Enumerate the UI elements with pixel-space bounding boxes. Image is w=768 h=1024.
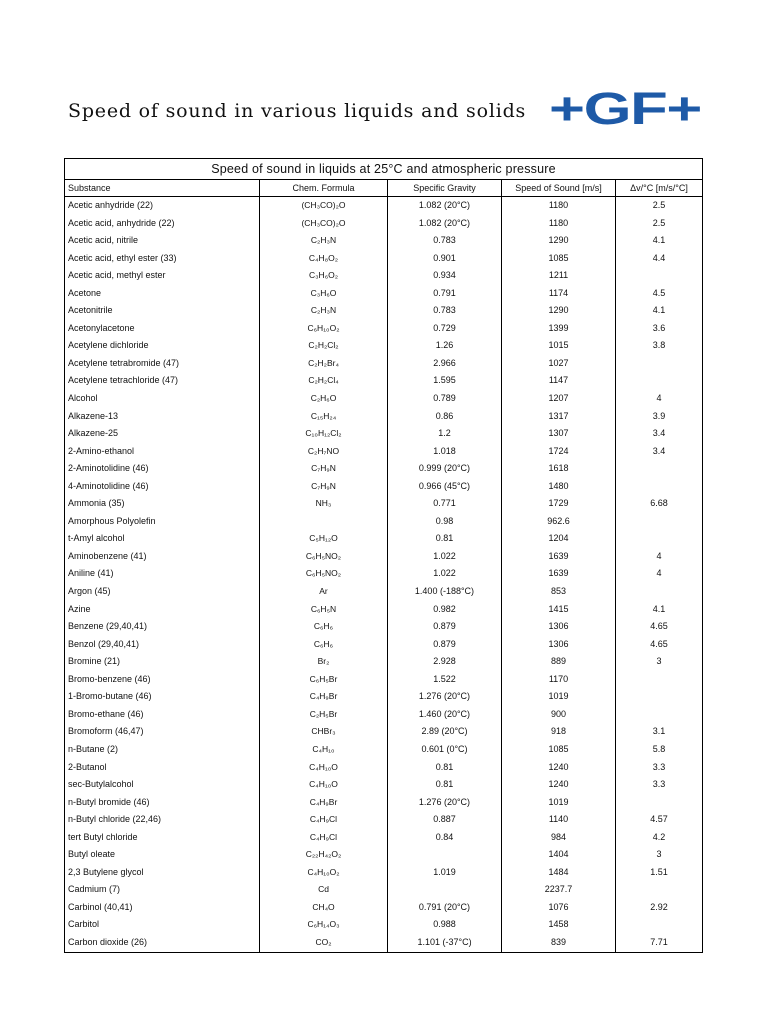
cell-speed: 1027 bbox=[502, 355, 616, 373]
header-chem-formula: Chem. Formula bbox=[260, 180, 388, 196]
cell-substance: Cadmium (7) bbox=[65, 881, 260, 899]
cell-speed: 853 bbox=[502, 583, 616, 601]
cell-specific-gravity: 2.89 (20°C) bbox=[388, 723, 502, 741]
table-row bbox=[65, 618, 702, 636]
cell-delta-v: 6.68 bbox=[650, 498, 668, 509]
cell-speed: 1729 bbox=[502, 495, 616, 513]
cell-specific-gravity: 1.082 (20°C) bbox=[388, 215, 502, 233]
table-row bbox=[65, 741, 702, 759]
cell-specific-gravity: 0.879 bbox=[388, 618, 502, 636]
cell-specific-gravity: 1.101 (-37°C) bbox=[388, 934, 502, 952]
cell-speed: 1211 bbox=[502, 267, 616, 285]
cell-delta-v: 5.8 bbox=[652, 743, 666, 754]
cell-formula: C₂H₃N bbox=[260, 232, 388, 250]
cell-speed: 839 bbox=[502, 934, 616, 952]
cell-formula: C₃H₆O₂ bbox=[260, 267, 388, 285]
cell-delta-v bbox=[616, 460, 702, 478]
cell-delta-v bbox=[616, 513, 702, 531]
cell-delta-v bbox=[616, 794, 702, 812]
cell-speed: 1480 bbox=[502, 478, 616, 496]
cell-formula: C₄H₉Cl bbox=[260, 811, 388, 829]
cell-delta-v: 3.9 bbox=[652, 410, 666, 421]
cell-delta-v: 4.1 bbox=[652, 603, 666, 614]
cell-delta-v: 2.92 bbox=[650, 901, 668, 912]
cell-speed: 1307 bbox=[502, 425, 616, 443]
cell-delta-v: 4.1 bbox=[652, 305, 666, 316]
cell-specific-gravity: 0.81 bbox=[388, 776, 502, 794]
speed-of-sound-table bbox=[64, 158, 703, 953]
cell-specific-gravity: 1.276 (20°C) bbox=[388, 794, 502, 812]
cell-substance: Acetic acid, ethyl ester (33) bbox=[65, 250, 260, 268]
cell-speed: 2237.7 bbox=[502, 881, 616, 899]
cell-delta-v bbox=[616, 372, 702, 390]
cell-delta-v bbox=[616, 267, 702, 285]
table-row bbox=[65, 408, 702, 426]
cell-delta-v bbox=[616, 583, 702, 601]
table-row bbox=[65, 688, 702, 706]
cell-delta-v: 4.57 bbox=[650, 814, 668, 825]
cell-substance: 1-Bromo-butane (46) bbox=[65, 688, 260, 706]
cell-formula: C₇H₉N bbox=[260, 460, 388, 478]
cell-specific-gravity: 0.982 bbox=[388, 601, 502, 619]
table-body bbox=[65, 197, 702, 952]
cell-delta-v bbox=[616, 478, 702, 496]
cell-specific-gravity: 0.791 bbox=[388, 285, 502, 303]
cell-delta-v: 4 bbox=[656, 568, 662, 579]
cell-speed: 1204 bbox=[502, 530, 616, 548]
cell-delta-v bbox=[616, 916, 702, 934]
cell-substance: Acetylene tetrabromide (47) bbox=[65, 355, 260, 373]
cell-speed: 1290 bbox=[502, 302, 616, 320]
cell-substance: Benzene (29,40,41) bbox=[65, 618, 260, 636]
cell-delta-v: 4.1 bbox=[652, 235, 666, 246]
cell-speed: 1207 bbox=[502, 390, 616, 408]
cell-specific-gravity: 0.81 bbox=[388, 759, 502, 777]
cell-specific-gravity: 1.022 bbox=[388, 548, 502, 566]
cell-substance: Ammonia (35) bbox=[65, 495, 260, 513]
cell-substance: Argon (45) bbox=[65, 583, 260, 601]
table-row bbox=[65, 250, 702, 268]
cell-formula: C₁₀H₁₂Cl₂ bbox=[260, 425, 388, 443]
table-row bbox=[65, 759, 702, 777]
cell-specific-gravity: 0.966 (45°C) bbox=[388, 478, 502, 496]
table-row bbox=[65, 934, 702, 952]
table-row bbox=[65, 601, 702, 619]
cell-formula: C₆H₅N bbox=[260, 601, 388, 619]
cell-substance: Acetylene tetrachloride (47) bbox=[65, 372, 260, 390]
cell-substance: Acetonitrile bbox=[65, 302, 260, 320]
table-row bbox=[65, 723, 702, 741]
cell-specific-gravity: 1.018 bbox=[388, 443, 502, 461]
cell-formula: C₃H₆O bbox=[260, 285, 388, 303]
cell-formula: C₇H₉N bbox=[260, 478, 388, 496]
cell-substance: 2-Butanol bbox=[65, 759, 260, 777]
cell-specific-gravity: 0.84 bbox=[388, 829, 502, 847]
cell-formula: C₆H₅NO₂ bbox=[260, 565, 388, 583]
cell-speed: 984 bbox=[502, 829, 616, 847]
cell-speed: 1399 bbox=[502, 320, 616, 338]
header-specific-gravity: Specific Gravity bbox=[388, 180, 502, 196]
cell-speed: 1404 bbox=[502, 846, 616, 864]
cell-formula: Ar bbox=[260, 583, 388, 601]
cell-speed: 1085 bbox=[502, 741, 616, 759]
cell-substance: Aniline (41) bbox=[65, 565, 260, 583]
cell-specific-gravity: 0.601 (0°C) bbox=[388, 741, 502, 759]
table-row bbox=[65, 530, 702, 548]
cell-speed: 918 bbox=[502, 723, 616, 741]
cell-formula: C₂₂H₄₂O₂ bbox=[260, 846, 388, 864]
table-header-row bbox=[65, 180, 702, 197]
logo-text: +GF+ bbox=[549, 86, 701, 128]
cell-delta-v: 3.6 bbox=[652, 322, 666, 333]
table-row bbox=[65, 390, 702, 408]
cell-speed: 1019 bbox=[502, 688, 616, 706]
cell-specific-gravity: 1.460 (20°C) bbox=[388, 706, 502, 724]
table-row bbox=[65, 653, 702, 671]
cell-delta-v: 4.65 bbox=[650, 638, 668, 649]
cell-formula bbox=[260, 513, 388, 531]
cell-delta-v bbox=[616, 688, 702, 706]
table-row bbox=[65, 794, 702, 812]
cell-substance: Carbitol bbox=[65, 916, 260, 934]
table-row bbox=[65, 197, 702, 215]
cell-specific-gravity: 1.26 bbox=[388, 337, 502, 355]
cell-delta-v: 3.4 bbox=[652, 428, 666, 439]
cell-speed: 1240 bbox=[502, 759, 616, 777]
cell-substance: Benzol (29,40,41) bbox=[65, 636, 260, 654]
cell-speed: 1724 bbox=[502, 443, 616, 461]
cell-specific-gravity: 0.791 (20°C) bbox=[388, 899, 502, 917]
cell-specific-gravity: 1.022 bbox=[388, 565, 502, 583]
table-row bbox=[65, 548, 702, 566]
cell-substance: Butyl oleate bbox=[65, 846, 260, 864]
cell-specific-gravity: 1.400 (-188°C) bbox=[388, 583, 502, 601]
table-row bbox=[65, 513, 702, 531]
cell-specific-gravity bbox=[388, 881, 502, 899]
cell-substance: Alkazene-25 bbox=[65, 425, 260, 443]
cell-substance: t-Amyl alcohol bbox=[65, 530, 260, 548]
cell-delta-v: 7.71 bbox=[650, 936, 668, 947]
cell-speed: 900 bbox=[502, 706, 616, 724]
cell-speed: 1458 bbox=[502, 916, 616, 934]
cell-speed: 1174 bbox=[502, 285, 616, 303]
cell-substance: 4-Aminotolidine (46) bbox=[65, 478, 260, 496]
cell-speed: 1306 bbox=[502, 618, 616, 636]
cell-substance: Azine bbox=[65, 601, 260, 619]
table-row bbox=[65, 355, 702, 373]
cell-speed: 1618 bbox=[502, 460, 616, 478]
cell-substance: 2-Aminotolidine (46) bbox=[65, 460, 260, 478]
cell-substance: Alcohol bbox=[65, 390, 260, 408]
table-row bbox=[65, 478, 702, 496]
cell-delta-v: 1.51 bbox=[650, 866, 668, 877]
cell-formula: C₄H₁₀O bbox=[260, 759, 388, 777]
table-row bbox=[65, 846, 702, 864]
cell-substance: Acetic acid, nitrile bbox=[65, 232, 260, 250]
cell-substance: 2-Amino-ethanol bbox=[65, 443, 260, 461]
gf-logo bbox=[549, 86, 701, 128]
header-delta-v: Δv/°C [m/s/°C] bbox=[630, 183, 688, 193]
cell-substance: Alkazene-13 bbox=[65, 408, 260, 426]
cell-substance: Acetic acid, anhydride (22) bbox=[65, 215, 260, 233]
cell-specific-gravity: 0.887 bbox=[388, 811, 502, 829]
cell-substance: Carbinol (40,41) bbox=[65, 899, 260, 917]
cell-substance: Aminobenzene (41) bbox=[65, 548, 260, 566]
cell-specific-gravity: 0.729 bbox=[388, 320, 502, 338]
cell-specific-gravity: 0.771 bbox=[388, 495, 502, 513]
cell-specific-gravity: 1.276 (20°C) bbox=[388, 688, 502, 706]
cell-specific-gravity: 0.783 bbox=[388, 232, 502, 250]
page-title: Speed of sound in various liquids and solids bbox=[68, 100, 527, 122]
cell-speed: 1147 bbox=[502, 372, 616, 390]
cell-substance: Bromo-ethane (46) bbox=[65, 706, 260, 724]
cell-formula: C₂H₂Br₄ bbox=[260, 355, 388, 373]
cell-formula: CHBr₃ bbox=[260, 723, 388, 741]
cell-formula: C₂H₅Br bbox=[260, 706, 388, 724]
cell-specific-gravity: 1.522 bbox=[388, 671, 502, 689]
cell-substance: Bromo-benzene (46) bbox=[65, 671, 260, 689]
cell-specific-gravity: 0.86 bbox=[388, 408, 502, 426]
header-substance: Substance bbox=[65, 180, 260, 196]
cell-formula: C₆H₁₀O₂ bbox=[260, 320, 388, 338]
table-row bbox=[65, 829, 702, 847]
cell-formula: C₆H₅Br bbox=[260, 671, 388, 689]
cell-specific-gravity: 1.082 (20°C) bbox=[388, 197, 502, 215]
cell-specific-gravity: 0.901 bbox=[388, 250, 502, 268]
table-row bbox=[65, 443, 702, 461]
cell-speed: 1415 bbox=[502, 601, 616, 619]
cell-specific-gravity: 2.928 bbox=[388, 653, 502, 671]
cell-specific-gravity: 0.789 bbox=[388, 390, 502, 408]
cell-specific-gravity: 1.2 bbox=[388, 425, 502, 443]
cell-formula: C₂H₂Cl₄ bbox=[260, 372, 388, 390]
table-row bbox=[65, 337, 702, 355]
cell-specific-gravity: 0.934 bbox=[388, 267, 502, 285]
cell-formula: Cd bbox=[260, 881, 388, 899]
cell-speed: 1306 bbox=[502, 636, 616, 654]
cell-speed: 1140 bbox=[502, 811, 616, 829]
cell-delta-v: 3 bbox=[656, 656, 662, 667]
cell-speed: 1180 bbox=[502, 215, 616, 233]
cell-formula: C₄H₈O₂ bbox=[260, 250, 388, 268]
cell-specific-gravity: 0.81 bbox=[388, 530, 502, 548]
cell-formula: Br₂ bbox=[260, 653, 388, 671]
cell-speed: 1170 bbox=[502, 671, 616, 689]
cell-speed: 1180 bbox=[502, 197, 616, 215]
cell-delta-v: 3.8 bbox=[652, 340, 666, 351]
cell-formula: (CH₃CO)₂O bbox=[260, 197, 388, 215]
cell-speed: 1639 bbox=[502, 548, 616, 566]
cell-substance: n-Butyl bromide (46) bbox=[65, 794, 260, 812]
cell-speed: 1015 bbox=[502, 337, 616, 355]
cell-delta-v: 4.2 bbox=[652, 831, 666, 842]
cell-formula: C₅H₁₂O bbox=[260, 530, 388, 548]
cell-specific-gravity: 0.783 bbox=[388, 302, 502, 320]
cell-specific-gravity: 1.019 bbox=[388, 864, 502, 882]
table-row bbox=[65, 671, 702, 689]
cell-specific-gravity: 0.988 bbox=[388, 916, 502, 934]
table-row bbox=[65, 232, 702, 250]
table-row bbox=[65, 565, 702, 583]
table-row bbox=[65, 302, 702, 320]
cell-delta-v: 2.5 bbox=[652, 217, 666, 228]
cell-specific-gravity: 2.966 bbox=[388, 355, 502, 373]
table-row bbox=[65, 267, 702, 285]
cell-speed: 1076 bbox=[502, 899, 616, 917]
cell-delta-v: 2.5 bbox=[652, 200, 666, 210]
cell-specific-gravity: 0.98 bbox=[388, 513, 502, 531]
cell-substance: Acetic acid, methyl ester bbox=[65, 267, 260, 285]
cell-delta-v bbox=[616, 706, 702, 724]
cell-formula: C₁₅H₂₄ bbox=[260, 408, 388, 426]
cell-delta-v: 3.3 bbox=[652, 761, 666, 772]
cell-speed: 1019 bbox=[502, 794, 616, 812]
cell-speed: 1240 bbox=[502, 776, 616, 794]
cell-formula: C₄H₉Br bbox=[260, 688, 388, 706]
table-row bbox=[65, 636, 702, 654]
cell-specific-gravity bbox=[388, 846, 502, 864]
table-row bbox=[65, 285, 702, 303]
table-row bbox=[65, 460, 702, 478]
cell-formula: C₆H₅NO₂ bbox=[260, 548, 388, 566]
cell-formula: C₄H₉Cl bbox=[260, 829, 388, 847]
cell-formula: C₂H₇NO bbox=[260, 443, 388, 461]
cell-formula: (CH₃CO)₂O bbox=[260, 215, 388, 233]
cell-speed: 1290 bbox=[502, 232, 616, 250]
table-row bbox=[65, 916, 702, 934]
cell-formula: CO₂ bbox=[260, 934, 388, 952]
table-row bbox=[65, 320, 702, 338]
cell-speed: 889 bbox=[502, 653, 616, 671]
cell-formula: C₄H₁₀O₂ bbox=[260, 864, 388, 882]
cell-substance: Acetic anhydride (22) bbox=[65, 197, 260, 215]
cell-specific-gravity: 0.879 bbox=[388, 636, 502, 654]
cell-substance: Acetone bbox=[65, 285, 260, 303]
cell-specific-gravity: 1.595 bbox=[388, 372, 502, 390]
table-row bbox=[65, 881, 702, 899]
cell-substance: n-Butyl chloride (22,46) bbox=[65, 811, 260, 829]
cell-specific-gravity: 0.999 (20°C) bbox=[388, 460, 502, 478]
cell-formula: C₆H₆ bbox=[260, 636, 388, 654]
cell-delta-v: 4 bbox=[656, 550, 662, 561]
cell-formula: C₂H₂Cl₂ bbox=[260, 337, 388, 355]
table-row bbox=[65, 372, 702, 390]
cell-formula: C₄H₉Br bbox=[260, 794, 388, 812]
cell-formula: C₂H₆O bbox=[260, 390, 388, 408]
cell-substance: tert Butyl chloride bbox=[65, 829, 260, 847]
cell-delta-v: 3.1 bbox=[652, 726, 666, 737]
cell-substance: Amorphous Polyolefin bbox=[65, 513, 260, 531]
table-row bbox=[65, 583, 702, 601]
cell-formula: C₆H₆ bbox=[260, 618, 388, 636]
cell-delta-v: 4 bbox=[656, 393, 662, 404]
cell-delta-v bbox=[616, 671, 702, 689]
cell-formula: NH₃ bbox=[260, 495, 388, 513]
cell-formula: C₄H₁₀O bbox=[260, 776, 388, 794]
cell-delta-v bbox=[616, 355, 702, 373]
cell-substance: Acetylene dichloride bbox=[65, 337, 260, 355]
table-row bbox=[65, 899, 702, 917]
cell-substance: Bromine (21) bbox=[65, 653, 260, 671]
cell-formula: C₄H₁₀ bbox=[260, 741, 388, 759]
cell-delta-v: 4.5 bbox=[652, 287, 666, 298]
table-row bbox=[65, 864, 702, 882]
cell-substance: Carbon dioxide (26) bbox=[65, 934, 260, 952]
cell-speed: 1085 bbox=[502, 250, 616, 268]
table-caption: Speed of sound in liquids at 25°C and atmospheric pressure bbox=[65, 159, 702, 180]
cell-substance: Acetonylacetone bbox=[65, 320, 260, 338]
cell-delta-v: 4.65 bbox=[650, 621, 668, 632]
table-row bbox=[65, 776, 702, 794]
cell-speed: 1484 bbox=[502, 864, 616, 882]
table-row bbox=[65, 215, 702, 233]
table-row bbox=[65, 706, 702, 724]
cell-substance: n-Butane (2) bbox=[65, 741, 260, 759]
cell-formula: C₆H₁₄O₃ bbox=[260, 916, 388, 934]
header-speed-of-sound: Speed of Sound [m/s] bbox=[502, 180, 616, 196]
cell-substance: sec-Butylalcohol bbox=[65, 776, 260, 794]
cell-formula: C₂H₃N bbox=[260, 302, 388, 320]
cell-speed: 1317 bbox=[502, 408, 616, 426]
cell-delta-v: 4.4 bbox=[652, 252, 666, 263]
cell-delta-v bbox=[616, 530, 702, 548]
cell-delta-v: 3.3 bbox=[652, 779, 666, 790]
cell-delta-v bbox=[616, 881, 702, 899]
cell-formula: CH₄O bbox=[260, 899, 388, 917]
cell-delta-v: 3 bbox=[656, 849, 662, 860]
cell-speed: 962.6 bbox=[502, 513, 616, 531]
cell-substance: Bromoform (46,47) bbox=[65, 723, 260, 741]
table-row bbox=[65, 495, 702, 513]
table-row bbox=[65, 425, 702, 443]
cell-delta-v: 3.4 bbox=[652, 445, 666, 456]
table-row bbox=[65, 811, 702, 829]
cell-speed: 1639 bbox=[502, 565, 616, 583]
cell-substance: 2,3 Butylene glycol bbox=[65, 864, 260, 882]
